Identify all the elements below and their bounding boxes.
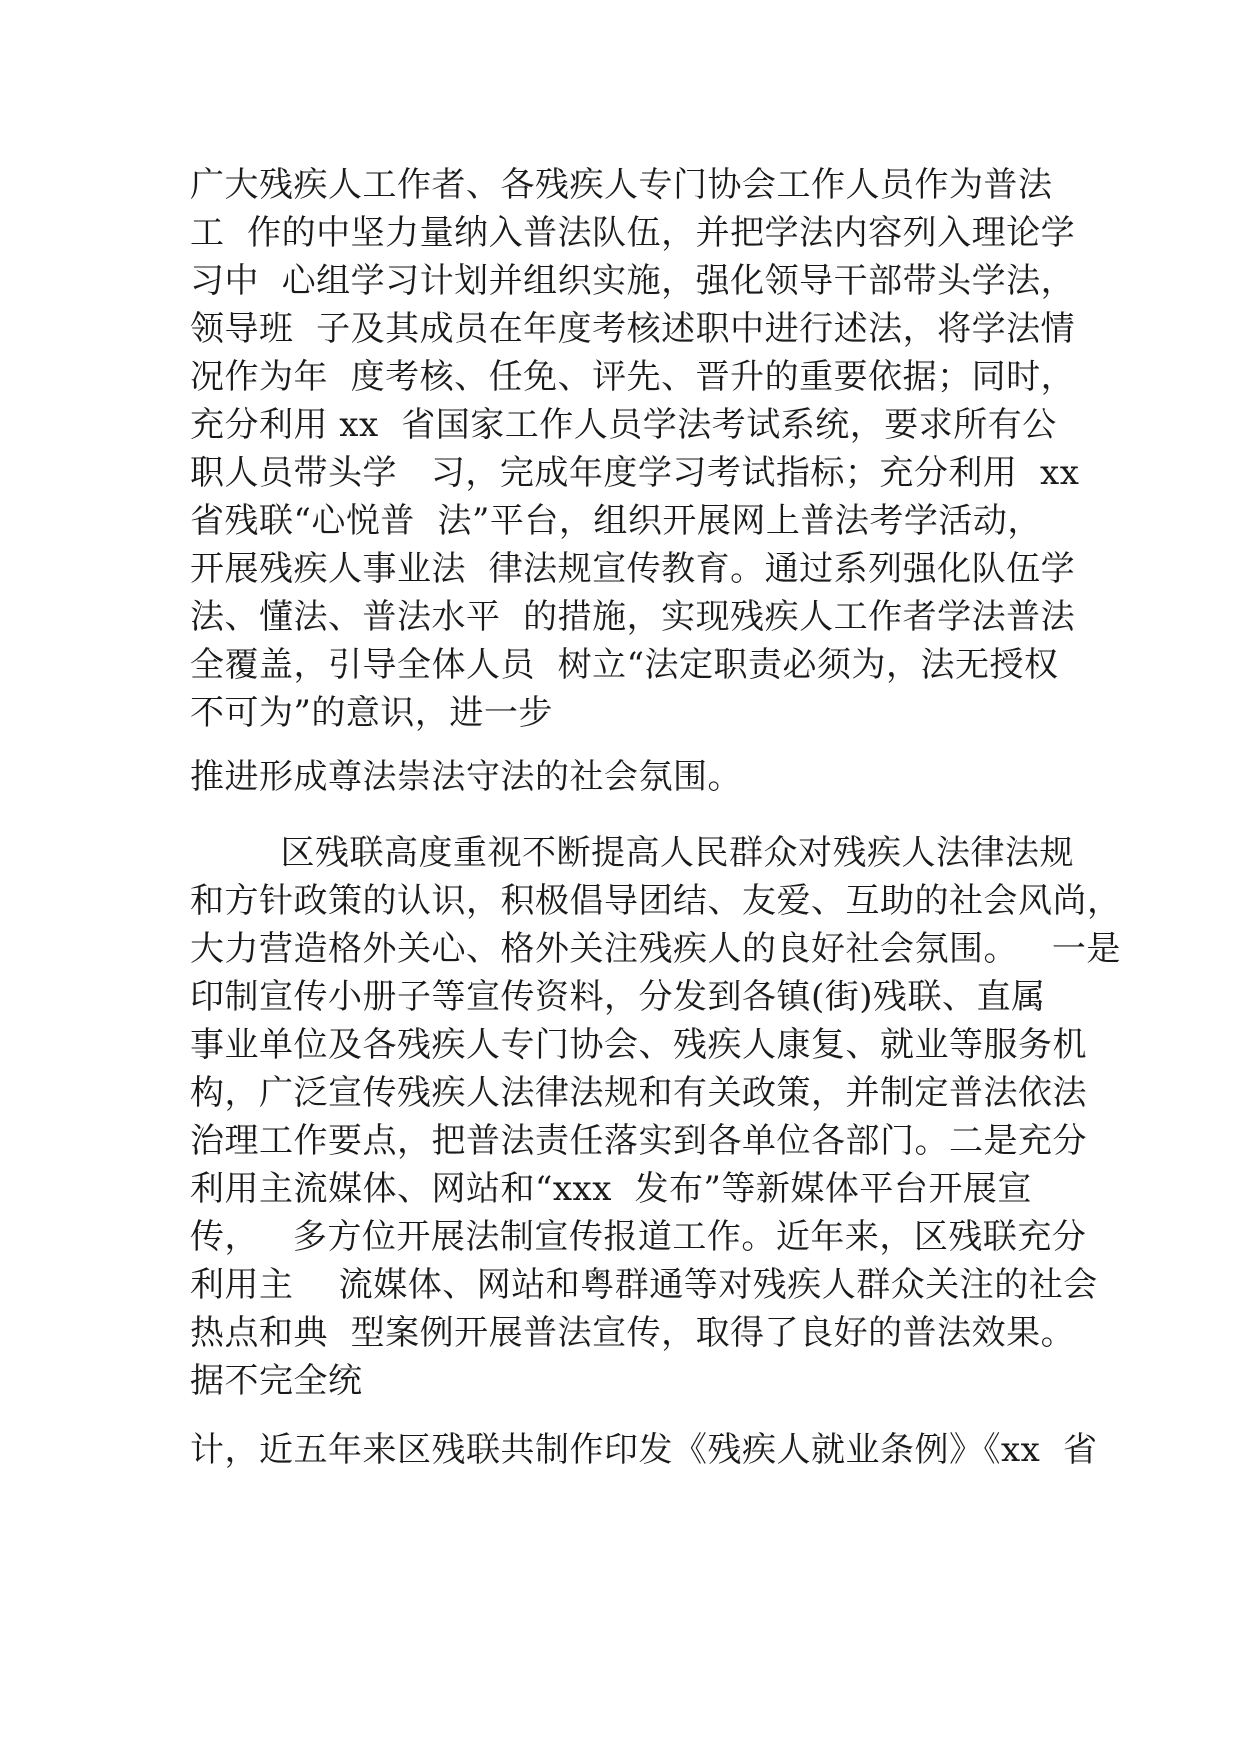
text-line: 传， 多方位开展法制宣传报道工作。近年来，区残联充分: [190, 1217, 1087, 1257]
text-line: 全覆盖，引导全体人员 树立“法定职责必须为，法无授权: [190, 645, 1059, 685]
text-line: 利用主 流媒体、网站和粤群通等对残疾人群众关注的社会: [190, 1265, 1098, 1305]
text-line: 领导班 子及其成员在年度考核述职中进行述法，将学法情: [190, 309, 1076, 349]
text-line: 广大残疾人工作者、各残疾人专门协会工作人员作为普法: [190, 165, 1053, 205]
text-line: 区残联高度重视不断提高人民群众对残疾人法律法规: [190, 833, 1074, 873]
text-line: 据不完全统: [190, 1361, 363, 1401]
text-line: 大力营造格外关心、格外关注残疾人的良好社会氛围。 一是: [190, 929, 1121, 969]
text-line: 治理工作要点，把普法责任落实到各单位各部门。二是充分: [190, 1121, 1087, 1161]
text-line: 习中 心组学习计划并组织实施，强化领导干部带头学法，: [190, 261, 1076, 301]
text-line: 计，近五年来区残联共制作印发《残疾人就业条例》《xx 省: [190, 1430, 1098, 1470]
text-line: 推进形成尊法崇法守法的社会氛围。: [190, 757, 742, 797]
text-line: 法、懂法、普法水平 的措施，实现残疾人工作者学法普法: [190, 597, 1076, 637]
text-line: 况作为年 度考核、任免、评先、晋升的重要依据；同时，: [190, 357, 1076, 397]
text-line: 开展残疾人事业法 律法规宣传教育。通过系列强化队伍学: [190, 549, 1076, 589]
text-line: 事业单位及各残疾人专门协会、残疾人康复、就业等服务机: [190, 1025, 1087, 1065]
text-line: 构，广泛宣传残疾人法律法规和有关政策，并制定普法依法: [190, 1073, 1087, 1113]
text-line: 和方针政策的认识，积极倡导团结、友爱、互助的社会风尚，: [190, 881, 1122, 921]
text-line: 充分利用 xx 省国家工作人员学法考试系统，要求所有公: [190, 405, 1057, 445]
text-line: 不可为”的意识，进一步: [190, 693, 553, 733]
text-line: 职人员带头学 习，完成年度学习考试指标；充分利用 xx: [190, 453, 1080, 493]
text-line: 热点和典 型案例开展普法宣传，取得了良好的普法效果。: [190, 1313, 1076, 1353]
text-line: 工 作的中坚力量纳入普法队伍，并把学法内容列入理论学: [190, 213, 1076, 253]
text-line: 利用主流媒体、网站和“xxx 发布”等新媒体平台开展宣: [190, 1169, 1032, 1209]
text-line: 省残联“心悦普 法”平台，组织开展网上普法考学活动，: [190, 501, 1042, 541]
text-line: 印制宣传小册子等宣传资料，分发到各镇(街)残联、直属: [190, 977, 1046, 1017]
